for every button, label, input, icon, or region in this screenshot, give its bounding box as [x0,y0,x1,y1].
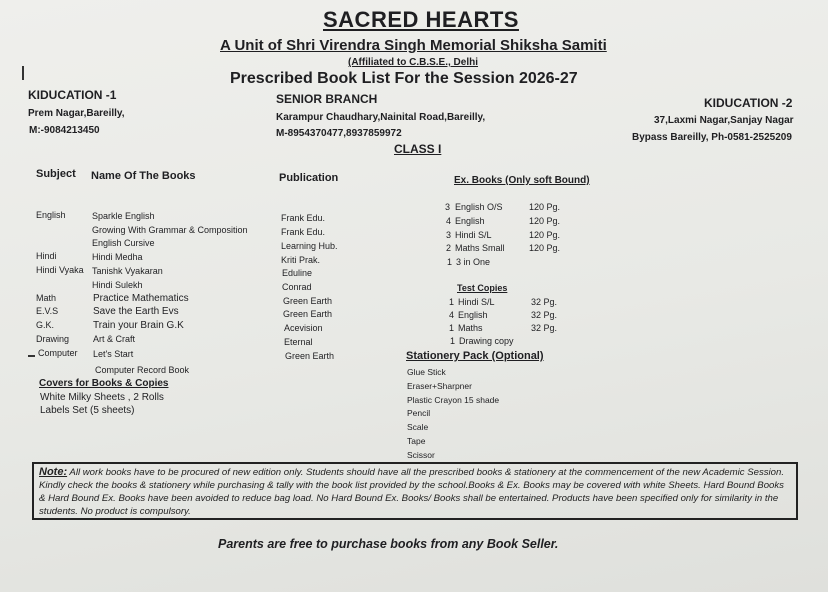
ex-book-qty: 1 [447,257,453,267]
publication-cell: Eternal [284,337,313,347]
test-copy-name: Maths [458,323,483,333]
subject-cell: Hindi Vyaka [36,265,84,275]
test-copies-heading: Test Copies [457,283,508,293]
book-name: Tanishk Vyakaran [92,266,163,276]
note-label: Note: [39,466,68,478]
ex-book-qty: 4 [446,216,452,226]
ex-book-name: 3 in One [456,257,491,267]
book-name: Hindi Sulekh [92,280,143,290]
test-copy-name: English [458,310,488,320]
subject-cell: Drawing [36,334,70,344]
school-name: SACRED HEARTS [323,7,519,32]
subject-cell: English [36,210,66,220]
test-copy-name: Drawing copy [459,336,514,346]
publication-cell: Frank Edu. [281,213,326,223]
ex-book-name: English O/S [455,202,503,212]
test-copy-qty: 1 [450,336,456,346]
publication-cell: Conrad [282,282,312,292]
ex-book-pages: 120 Pg. [529,202,561,212]
stationery-item: Pencil [407,408,431,418]
branch-center-address: Karampur Chaudhary,Nainital Road,Bareilly, [276,112,486,123]
book-name: Sparkle English [92,211,155,221]
ex-book-pages: 120 Pg. [529,243,561,253]
note-text: All work books have to be procured of new edition only. Students should have all the prescribed books & stationery at the commencement of the new Academic Session. Kindly check the books & stationery while purchasing & tally with the book list provided by the school.Books & Ex. Books may be covered with white Sheets. Hard Bound Books & Hard Bound Ex. Books have been avoided to reduce bag load. No Hard Bound Ex. Books/ Books shall be entertained. Products have been specified only for similarity in the students. No product is compulsory. [39,467,785,517]
ex-book-qty: 3 [445,202,451,212]
book-name: Practice Mathematics [93,293,189,304]
test-copy-qty: 1 [449,323,455,333]
col-books: Name Of The Books [91,170,196,182]
ex-book-name: English [455,216,485,226]
test-copy-pages: 32 Pg. [531,297,558,307]
session-title: Prescribed Book List For the Session 2026-27 [230,70,578,87]
unit-line: A Unit of Shri Virendra Singh Memorial Shiksha Samiti [220,37,607,54]
subject-cell: Hindi [36,251,57,261]
affiliation: (Affiliated to C.B.S.E., Delhi [348,57,479,68]
ex-book-name: Hindi S/L [455,230,492,240]
publication-cell: Kriti Prak. [281,255,321,265]
stationery-item: Scissor [407,450,435,460]
stationery-item: Tape [407,436,426,446]
publication-cell: Green Earth [283,296,333,306]
branch-left-address: Prem Nagar,Bareilly, [28,108,125,119]
book-name: Let's Start [93,349,134,359]
ex-book-qty: 3 [446,230,452,240]
subject-cell: Computer [38,348,78,358]
publication-cell: Eduline [282,268,313,278]
covers-line-2: Labels Set (5 sheets) [40,405,135,416]
col-ex-books: Ex. Books (Only soft Bound) [454,175,590,186]
publication-cell: Green Earth [283,309,333,319]
branch-right-name: KIDUCATION -2 [704,96,793,110]
test-copy-qty: 1 [449,297,455,307]
branch-left-name: KIDUCATION -1 [28,88,117,102]
margin-mark [22,66,24,80]
note-box [32,462,798,520]
dash-mark [28,355,35,357]
stationery-item: Scale [407,422,429,432]
subject-cell: Math [36,293,57,303]
test-copy-name: Hindi S/L [458,297,495,307]
book-name: English Cursive [92,238,155,248]
footer-note: Parents are free to purchase books from any Book Seller. [218,537,559,551]
book-name: Growing With Grammar & Composition [92,225,248,235]
stationery-heading: Stationery Pack (Optional) [406,350,544,362]
ex-book-name: Maths Small [455,243,505,253]
stationery-item: Eraser+Sharpner [407,381,472,391]
ex-book-pages: 120 Pg. [529,216,561,226]
publication-cell: Frank Edu. [281,227,326,237]
stationery-item: Plastic Crayon 15 shade [407,395,500,405]
book-name: Art & Craft [93,334,136,344]
class-title: CLASS I [394,142,442,156]
test-copy-pages: 32 Pg. [531,323,558,333]
ex-book-qty: 2 [446,243,452,253]
publication-cell: Learning Hub. [281,241,338,251]
branch-center-phone: M-8954370477,8937859972 [276,128,402,139]
book-name: Hindi Medha [92,252,143,262]
branch-center-name: SENIOR BRANCH [276,92,378,106]
subject-cell: G.K. [36,320,55,330]
covers-heading: Covers for Books & Copies [39,378,169,389]
ex-book-pages: 120 Pg. [529,230,561,240]
test-copy-qty: 4 [449,310,455,320]
book-name: Train your Brain G.K [93,320,184,331]
covers-line-1: White Milky Sheets , 2 Rolls [40,392,164,403]
branch-right-address: 37,Laxmi Nagar,Sanjay Nagar [654,115,794,126]
col-subject: Subject [36,168,76,180]
stationery-item: Glue Stick [407,367,446,377]
book-name: Computer Record Book [95,365,190,375]
branch-left-phone: M:-9084213450 [29,125,100,136]
col-publication: Publication [279,172,339,184]
book-name: Save the Earth Evs [93,306,179,317]
subject-cell: E.V.S [36,306,59,316]
branch-right-phone: Bypass Bareilly, Ph-0581-2525209 [632,132,792,143]
publication-cell: Green Earth [285,351,335,361]
test-copy-pages: 32 Pg. [531,310,558,320]
publication-cell: Acevision [284,323,323,333]
